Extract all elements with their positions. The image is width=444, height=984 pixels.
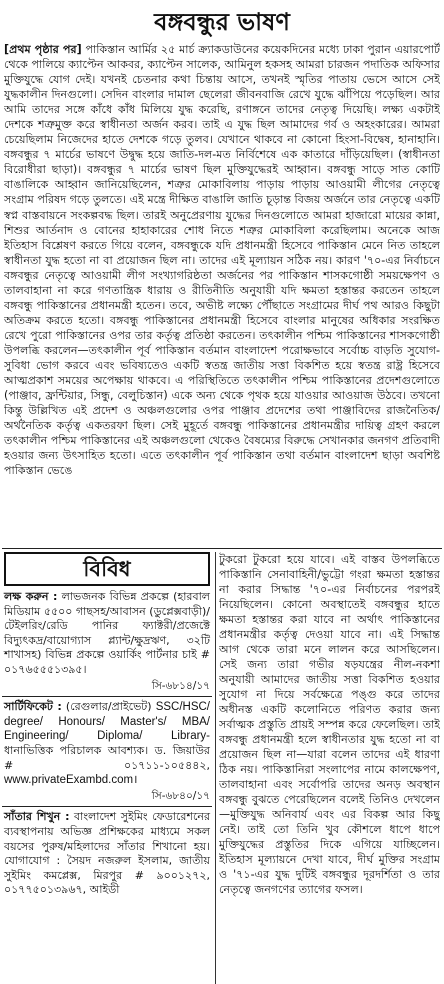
article-title: বঙ্গবন্ধুর ভাষণ bbox=[154, 7, 290, 36]
ad-website: www.privateExambd.com। bbox=[4, 774, 138, 787]
article-paragraph-main: পাকিস্তান আর্মির ২৫ মার্চ ক্র্যাকডাউনের কয়েকদিনের মধ্যে ঢাকা পুরান এয়ারপোর্ট থেকে পালিয়ে ক্যাপ্টেন আকবর, ক্যাপ্টেন সালেক, আমিনুল হকসহ আমরা চারজন পদাতিক অফিসার মুক্তিযুদ্ধে যোগ দেই। যখনই চেতনার কথা চিন্তায় আসে, তখনই স্মৃতির পাতায় ভেসে আসে সেই যুদ্ধকালীন দিনগুলো। সেদিন বাংলার দামাল ছেলেরা জীবনবাজি রেখে যুদ্ধে ঝাঁপিয়ে পড়েছিল। আর আমি তাদের সঙ্গে কাঁধে কাঁধ মিলিয়ে যুদ্ধ করেছি, রণাঙ্গনে তাদের নেতৃত্ব দিয়েছি। লক্ষ্য একটাই দেশকে শত্রুমুক্ত করে স্বাধীনতা অর্জন করব। তাই এ যুদ্ধ ছিল আমাদের গর্ব ও অহংকারের। আমরা চেয়েছিলাম নিজেদের হাতে দেশকে গড়ে তুলব। যেখানে থাকবে না কোনো হিংসা-বিদ্বেষ, হানাহানি। বঙ্গবন্ধুর ৭ মার্চের ভাষণে উদ্বুদ্ধ হয়ে জাতি-দল-মত নির্বিশেষে এক কাতারে দাঁড়িয়েছিল। (স্বাধীনতা বিরোধীরা ছাড়া)। বঙ্গবন্ধুর ৭ মার্চের ভাষণ ছিল মুক্তিযুদ্ধেরই আহ্বান। বঙ্গবন্ধু সাড়ে সাত কোটি বাঙালিকে আহ্বান জানিয়েছিলেন, শত্রুর মোকাবিলায় পাড়ায় পাড়ায় আওয়ামী লীগের নেতৃত্বে সংগ্রাম পরিষদ গড়ে তুলতে। এই মন্ত্রে দীক্ষিত বাঙালি জাতি চূড়ান্ত বিজয় অর্জনে তার নেতৃত্বে একটি স্বপ্ন বাস্তবায়নে সংকল্পবদ্ধ ছিল। তারই অনুপ্রেরণায় যুদ্ধের দিনগুলোতে আমরা হাজারো মায়ের কান্না, শিশুর আর্তনাদ ও বোনের হাহাকারের শোধ নিতে শত্রুর মোকাবিলা করেছিলাম। অনেকে আজ ইতিহাস বিশ্লেষণ করতে গিয়ে বলেন, বঙ্গবন্ধুকে যদি প্রধানমন্ত্রী হিসেবে পাকিস্তান মেনে নিত তাহলে স্বাধীনতা যুদ্ধ হতো না বা প্রয়োজন ছিল না। তাদের এই মূল্যায়ন সঠিক নয়। কারণ '৭০-এর নির্বাচনে বঙ্গবন্ধুর নেতৃত্বে আওয়ামী লীগ সংখ্যাগরিষ্ঠতা অর্জনের পর পাকিস্তান শাসকগোষ্ঠী সময়ক্ষেপণ ও তালবাহানা না করে গণতান্ত্রিক ধারায় ও রীতিনীতি অনুযায়ী যদি ক্ষমতা হস্তান্তর করতেন তাহলে বঙ্গবন্ধু পাকিস্তানের প্রধানমন্ত্রী হতেন। তবে, অভীষ্ট লক্ষ্যে পৌঁছাতে সংগ্রামের দীর্ঘ পথ আরও কিছুটা অতিক্রম করতে হতো। বঙ্গবন্ধু পাকিস্তানের প্রধানমন্ত্রী হিসেবে বাংলার মানুষের অধিকার সংরক্ষিত রেখে পুরো পাকিস্তানের ওপর তার কর্তৃত্ব প্রতিষ্ঠা করতেন। তৎকালীন পশ্চিম পাকিস্তানের শাসকগোষ্ঠী উপলব্ধি করলেন—তৎকালীন পূর্ব পাকিস্তান বর্তমান বাংলাদেশ পরোক্ষভাবে সর্বোচ্চ বাড়তি সুযোগ-সুবিধা ভোগ করবে এবং ভবিষ্যতেও একটি স্বতন্ত্র জাতীয় সত্তা বিকশিত হয়ে স্বতন্ত্র রাষ্ট্র হিসেবে আত্মপ্রকাশ সময়ের অপেক্ষায় থাকবে। এ পরিস্থিতিতে তৎকালীন পশ্চিম পাকিস্তানের প্রদেশগুলোতে (পাঞ্জাব, ফ্রন্টিয়ার, সিন্ধু, বেলুচিস্তান) একে অন্য থেকে পৃথক হয়ে যাওয়ার আওয়াজ উঠবে। তখনো কিন্তু উল্লিখিত এই প্রদেশ ও অঞ্চলগুলোর ওপর পাঞ্জাব প্রদেশের তথা পাঞ্জাবিদের রাজনৈতিক/অর্থনৈতিক কর্তৃত্ব একতরফা ছিল। সেই মুহূর্তে বঙ্গবন্ধু পাকিস্তানের প্রধানমন্ত্রীর দায়িত্ব গ্রহণ করলে তৎকালীন পশ্চিম পাকিস্তানের এই অঞ্চলগুলো থেকেও বৈষম্যের বিরুদ্ধে সেখানকার জনগণ প্রতিবাদী হওয়ার জন্য উৎসাহিত হতো। এতে তৎকালীন পূর্ব পাকিস্তান তথা বর্তমান বাংলাদেশ ছাড়া অবশিষ্ট পাকিস্তান ভেঙে bbox=[4, 43, 440, 478]
ad-text: বাংলাদেশ সুইমিং ফেডারেশনের ব্যবস্থাপনায় অভিজ্ঞ প্রশিক্ষকের মাধ্যমে সকল বয়সের পুরুষ/মহিলাদের সাঁতার শিখানো হয়। যোগাযোগ : সৈয়দ নজরুল ইসলাম, জাতীয় সুইমিং কমপ্লেক্স, মিরপুর # ৯০০১২৭২, ০১৭৭৫০১৩৯৬৭, আইডী bbox=[4, 810, 210, 897]
ad-text: (রেগুলার/প্রাইভেট) bbox=[65, 700, 152, 714]
article-body-continued bbox=[219, 552, 440, 984]
classified-ad-1 bbox=[2, 590, 212, 693]
ad-text-2: ধানাভিত্তিক পরিচালক আবশ্যক। ড. জিয়াউর # ০১৭১১-১০৫৪৪২, bbox=[4, 743, 210, 772]
classified-ad-3 bbox=[2, 810, 212, 898]
classifieds-column bbox=[2, 552, 212, 984]
ad-keyword: সাঁতার শিখুন : bbox=[4, 810, 70, 824]
continued-marker: [প্রথম পৃষ্ঠার পর] bbox=[4, 43, 82, 56]
ad-reference: সি-৬৮১৪/১৭ bbox=[151, 679, 210, 692]
article-body-main bbox=[4, 42, 440, 547]
ad-keyword: সার্টিফিকেট : bbox=[4, 700, 62, 714]
column-separator bbox=[215, 552, 216, 984]
ad-divider bbox=[2, 696, 212, 697]
ad-text: লাভজনক বিভিন্ন প্রকল্পে (হারবাল মিডিয়াম ৫৫০০ গাছসহ/আবাসন (ডুপ্লেক্সবাড়ী)/ টেইলরিং/রেডি পানির ফ্যাক্টরী/প্রজেক্টে বিদ্যুৎকদ্র/বায়োগ্যাস প্ল্যান্ট/ক্ষুদ্রঋণ, ৩২টি শাখাসহ) বিভিন্ন প্রকল্পে ওয়ার্কিং পার্টনার চাই # ০১৭৬৫৫৫১৩৯৫। bbox=[4, 590, 210, 676]
ad-reference: সি-৬৮৪০/১৭ bbox=[151, 789, 210, 802]
article-paragraph-right: টুকরো টুকরো হয়ে যাবে। এই বাস্তব উপলব্ধিতে পাকিস্তানি সেনাবাহিনী/ভুট্টো গংরা ক্ষমতা হস্তান্তর না করার সিদ্ধান্ত '৭০-এর নির্বাচনের পরপরই নিয়েছিলেন। কোনো অবস্থাতেই বঙ্গবন্ধুর হাতে ক্ষমতা হস্তান্তর করা যাবে না অর্থাৎ পাকিস্তানের প্রধানমন্ত্রীর কর্তৃত্ব দেওয়া যাবে না। এই সিদ্ধান্ত আগ থেকে তারা মনে লালন করে আসছিলেন। সেই জন্য তারা গভীর ষড়যন্ত্রের নীল-নকশা অনুযায়ী আমাদের জাতীয় সত্তা বিকশিত হওয়ার সুযোগ না দিয়ে সর্বক্ষেত্রে পঙ্গু করে তাদের অধীনস্ত একটি কলোনিতে পরিণত করার জন্য সর্বাত্মক প্রস্তুতি প্রায়ই সম্পন্ন করে ফেলেছিল। তাই বঙ্গবন্ধু প্রধানমন্ত্রী হলে স্বাধীনতার যুদ্ধ হতো না বা প্রয়োজন ছিল না—যারা বলেন তাদের এই ধারণা ঠিক নয়। পাকিস্তানিরা সংলাপের নামে কালক্ষেপণ, তালবাহানা এবং সর্বোপরি তাদের অনড় অবস্থান বঙ্গবন্ধু বুঝতে পেরেছিলেন বলেই তিনিও দেখলেন—মুক্তিযুদ্ধ অনিবার্য এবং এর বিকল্প আর কিছু নেই। তাই তো তিনি খুব কৌশলে ধাপে ধাপে মুক্তিযুদ্ধের প্রস্তুতির দিকে এগিয়ে যাচ্ছিলেন। ইতিহাস মূল্যায়নে দেখা যাবে, দীর্ঘ মুক্তির সংগ্রাম ও '৭১-এর যুদ্ধ দুটিই বঙ্গবন্ধুর দূরদর্শিতা ও তার নেতৃত্বে জনগণের ত্যাগের ফসল। bbox=[219, 553, 440, 896]
ad-keyword: লক্ষ করুন : bbox=[4, 590, 58, 603]
ad-divider bbox=[2, 806, 212, 807]
ad-text-latin: SSC/HSC/ degree/ Honours/ Master's/ MBA/ Engineering/ Diploma/ Library- bbox=[4, 701, 211, 743]
classified-ad-2 bbox=[2, 700, 212, 803]
classifieds-heading: বিবিধ bbox=[4, 552, 210, 586]
section-divider bbox=[2, 548, 442, 549]
